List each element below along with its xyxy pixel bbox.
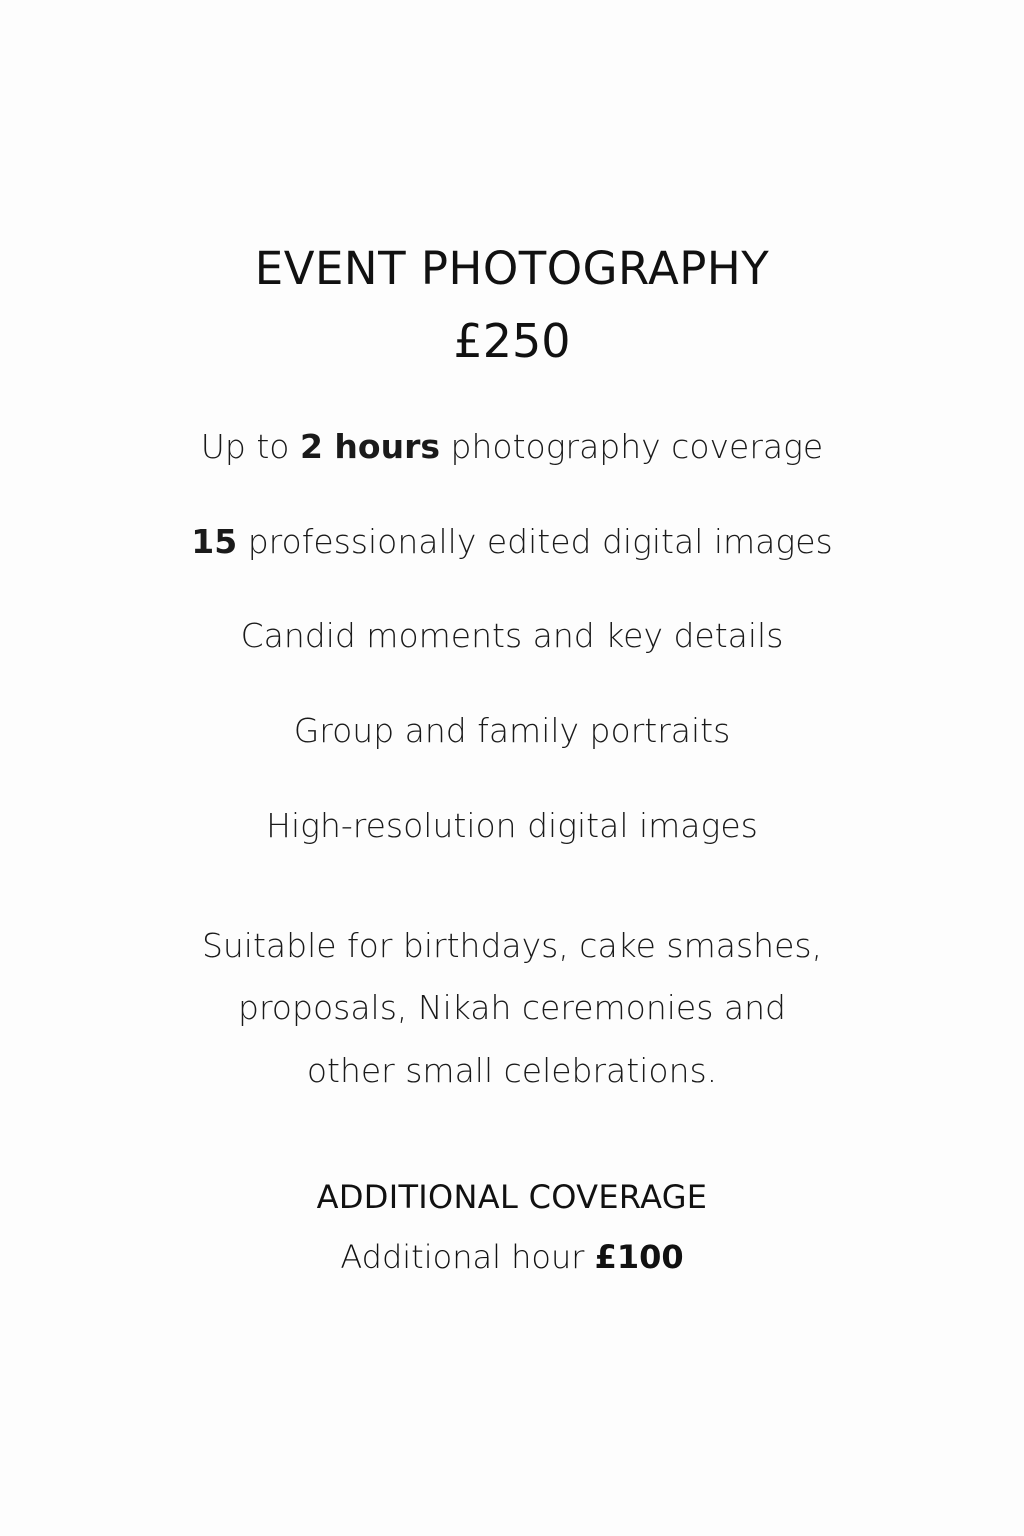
additional-coverage-heading: ADDITIONAL COVERAGE (316, 1178, 708, 1216)
additional-hour-line (0, 1238, 1024, 1276)
feature-coverage-prefix: Up to (200, 427, 290, 466)
package-title: EVENT PHOTOGRAPHY (254, 242, 770, 295)
feature-coverage (0, 427, 1024, 466)
suitability-line-2: proposals, Nikah ceremonies and (238, 988, 786, 1027)
feature-coverage-suffix: photography coverage (450, 427, 824, 466)
suitability-line-3: other small celebrations. (306, 1051, 718, 1090)
additional-hour-label: Additional hour (340, 1238, 585, 1276)
package-price: £250 (453, 314, 571, 368)
feature-coverage-hours: 2 hours (299, 427, 441, 466)
feature-portraits: Group and family portraits (293, 711, 731, 750)
feature-images (0, 522, 1024, 561)
feature-candid: Candid moments and key details (240, 616, 784, 655)
feature-resolution: High-resolution digital images (266, 806, 758, 845)
feature-images-count: 15 (191, 522, 238, 561)
additional-hour-price: £100 (594, 1238, 684, 1276)
suitability-line-1: Suitable for birthdays, cake smashes, (201, 926, 823, 965)
feature-images-suffix: professionally edited digital images (247, 522, 833, 561)
